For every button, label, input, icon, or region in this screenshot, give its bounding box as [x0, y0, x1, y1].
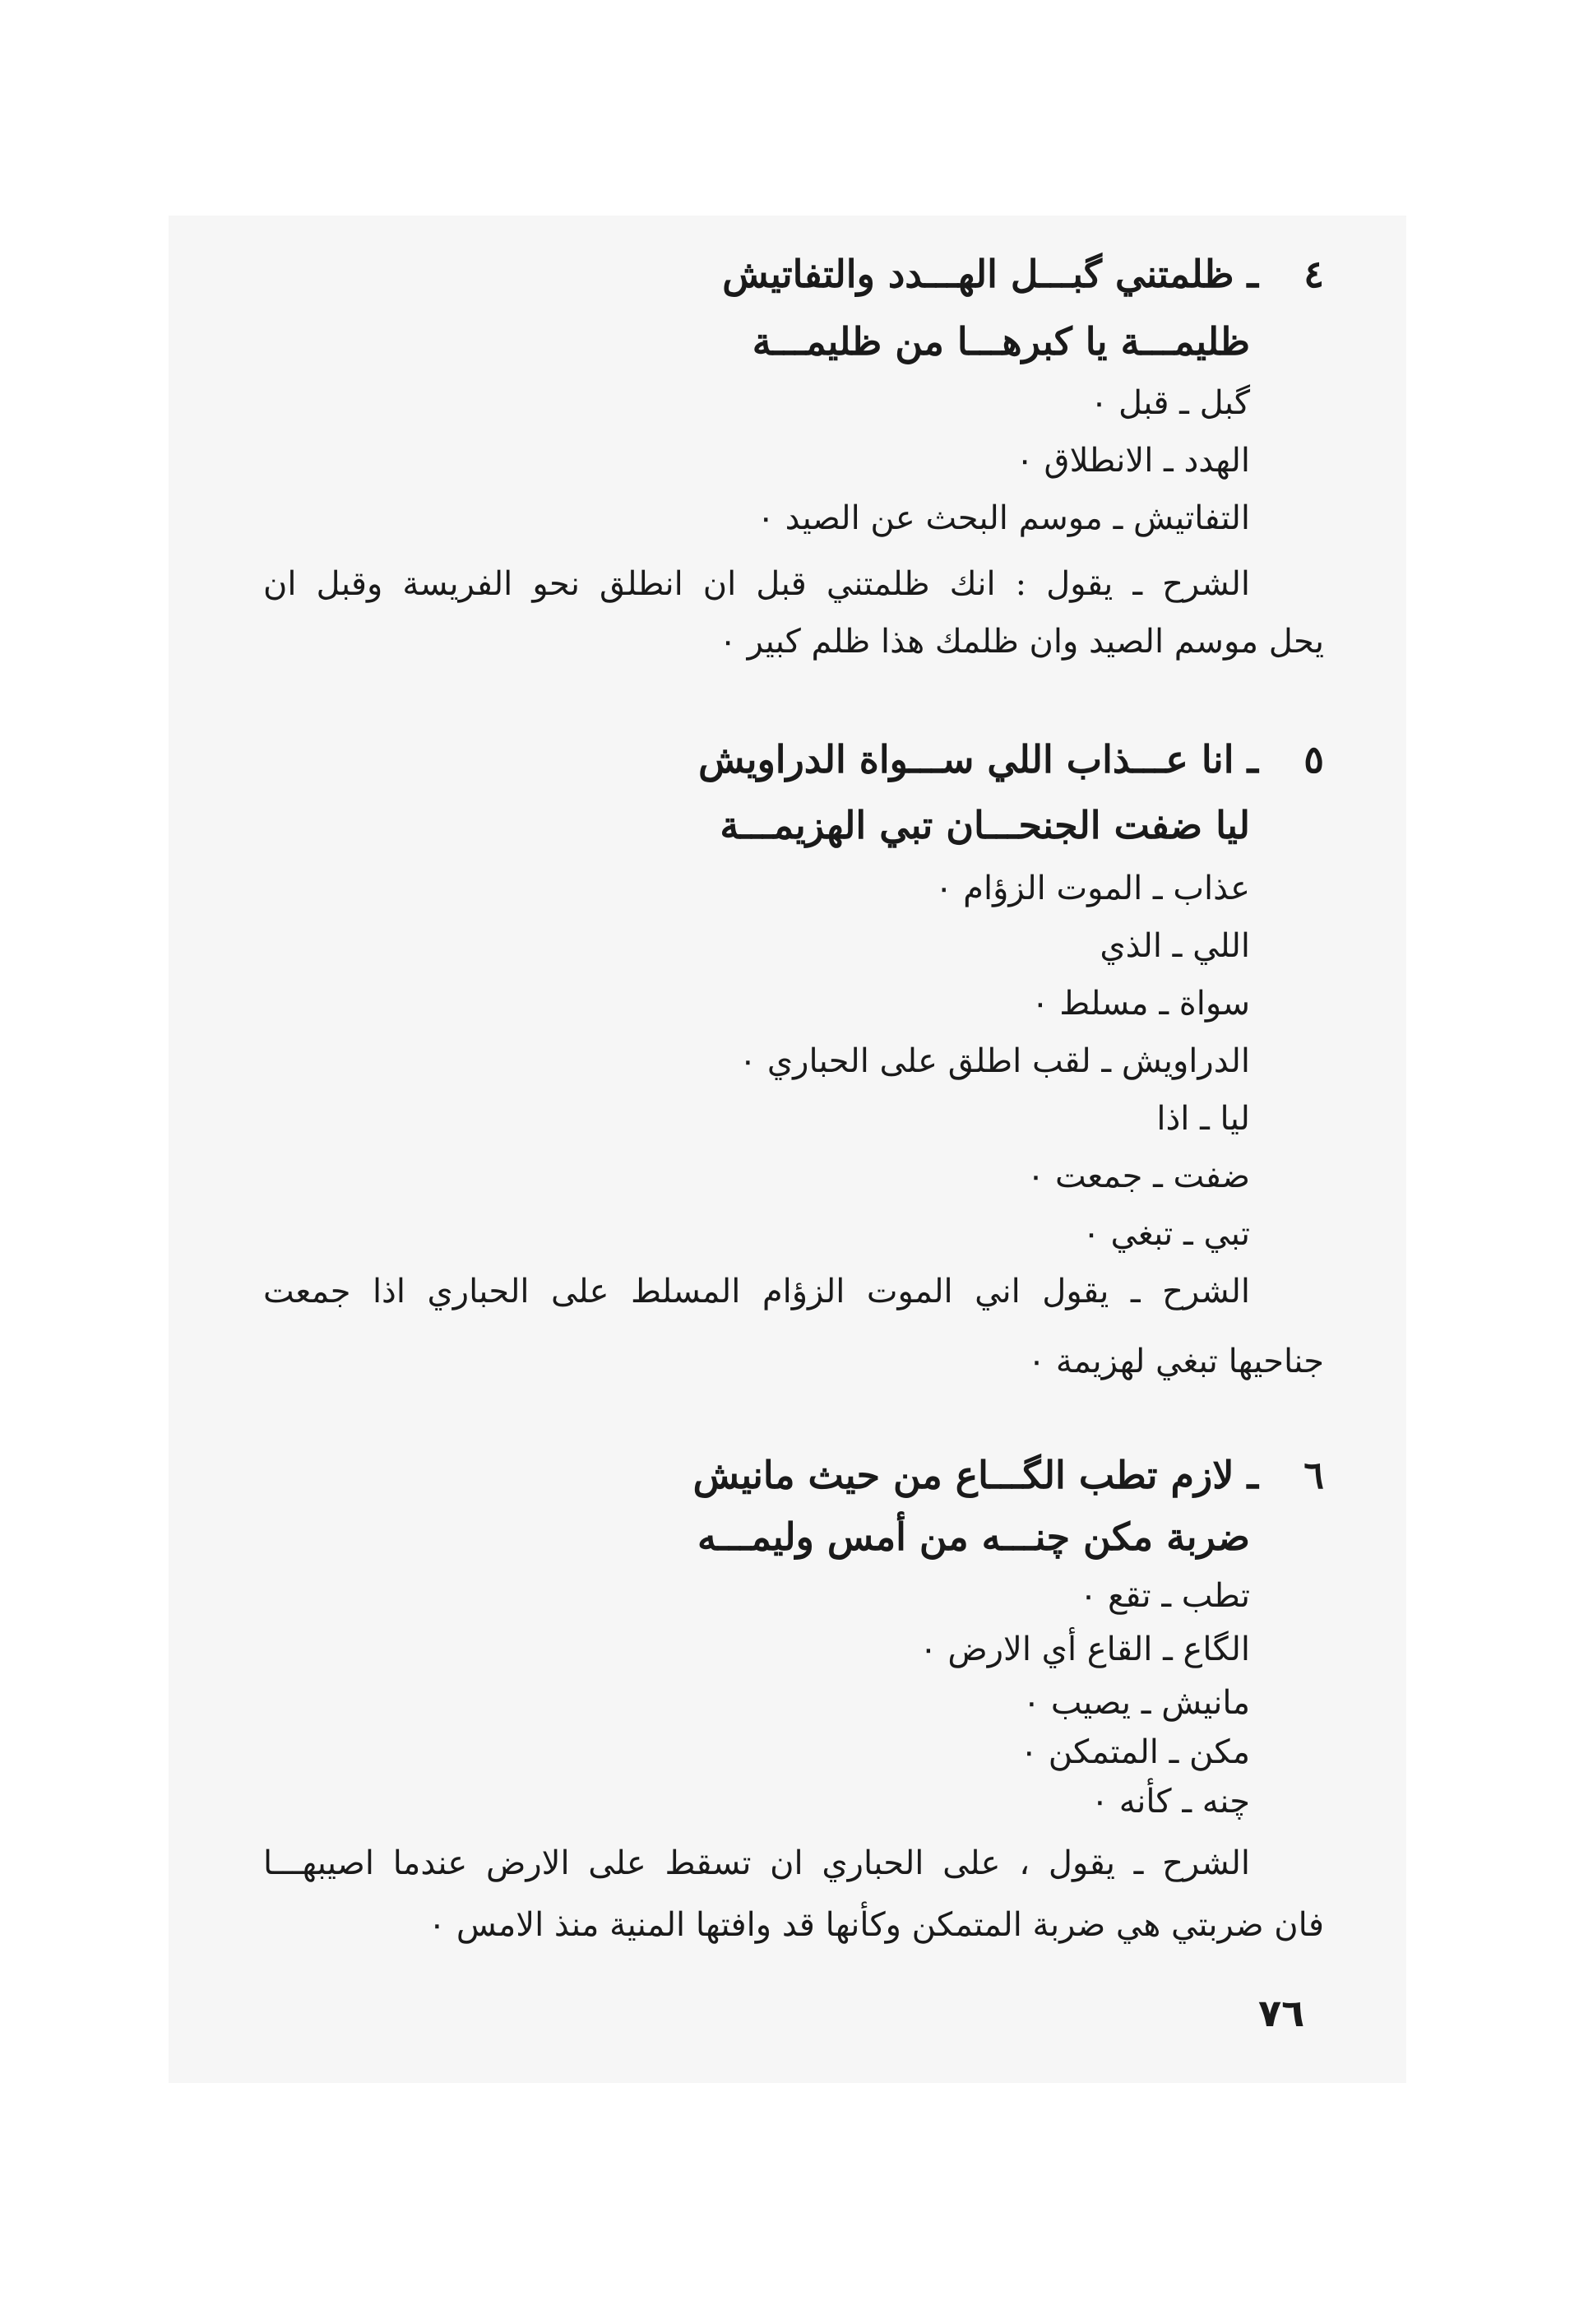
- verse-text: ظلمتني گبـــل الهـــدد والتفاتيش: [722, 252, 1234, 296]
- explanation-line: الشرح ـ يقول : انك ظلمتني قبل ان انطلق نحو الفريسة وقبل ان: [263, 565, 1250, 603]
- verse-line: ليا ضفت الجنحـــان تبي الهزيمـــة: [720, 803, 1250, 847]
- explanation-line: فان ضربتي هي ضربة المتمكن وكأنها قد وافتها المنية منذ الامس ٠: [428, 1906, 1324, 1944]
- gloss-line: مكن ـ المتمكن ٠: [1020, 1733, 1250, 1771]
- gloss-line: الهدد ـ الانطلاق ٠: [1016, 442, 1250, 480]
- gloss-line: اللي ـ الذي: [1100, 927, 1250, 965]
- explanation-line: الشرح ـ يقول ، على الحباري ان تسقط على الارض عندما اصيبهـــا: [263, 1844, 1250, 1882]
- gloss-line: ليا ـ اذا: [1156, 1100, 1250, 1138]
- gloss-line: تبي ـ تبغي ٠: [1082, 1215, 1250, 1253]
- verse-number: ٤: [1303, 252, 1324, 296]
- gloss-line: التفاتيش ـ موسم البحث عن الصيد ٠: [757, 499, 1250, 537]
- gloss-line: چنه ـ كأنه ٠: [1090, 1783, 1250, 1821]
- gloss-line: سواة ـ مسلط ٠: [1031, 985, 1250, 1023]
- verse-line: ظليمـــة يا كبرهـــا من ظليمـــة: [752, 319, 1250, 364]
- explanation-line: جناحيها تبغي لهزيمة ٠: [1027, 1343, 1324, 1380]
- gloss-line: مانيش ـ يصيب ٠: [1022, 1684, 1250, 1722]
- gloss-line: ضفت ـ جمعت ٠: [1026, 1157, 1250, 1195]
- page-number: ٧٦: [1258, 1991, 1305, 2035]
- verse-text: لازم تطب الگـــاع من حيث مانيش: [692, 1453, 1234, 1497]
- gloss-line: الگاع ـ القاع أي الارض ٠: [919, 1631, 1250, 1668]
- verse-line: ضربة مكن چنـــه من أمس وليمـــه: [697, 1515, 1250, 1559]
- verse-line: ٦ـ لازم تطب الگـــاع من حيث مانيش: [692, 1453, 1324, 1497]
- gloss-line: تطب ـ تقع ٠: [1079, 1577, 1250, 1615]
- gloss-line: عذاب ـ الموت الزؤام ٠: [934, 870, 1250, 907]
- verse-number: ٥: [1303, 737, 1324, 782]
- verse-line: ٥ـ انا عـــذاب اللي ســـواة الدراويش: [698, 737, 1324, 782]
- gloss-line: گبل ـ قبل ٠: [1090, 384, 1250, 422]
- gloss-line: الدراويش ـ لقب اطلق على الحباري ٠: [739, 1042, 1250, 1080]
- verse-text: انا عـــذاب اللي ســـواة الدراويش: [698, 737, 1234, 782]
- explanation-line: يحل موسم الصيد وان ظلمك هذا ظلم كبير ٠: [719, 623, 1324, 661]
- verse-number: ٦: [1303, 1453, 1324, 1497]
- explanation-line: الشرح ـ يقول اني الموت الزؤام المسلط على الحباري اذا جمعت: [263, 1273, 1250, 1310]
- verse-line: ٤ـ ظلمتني گبـــل الهـــدد والتفاتيش: [722, 252, 1324, 296]
